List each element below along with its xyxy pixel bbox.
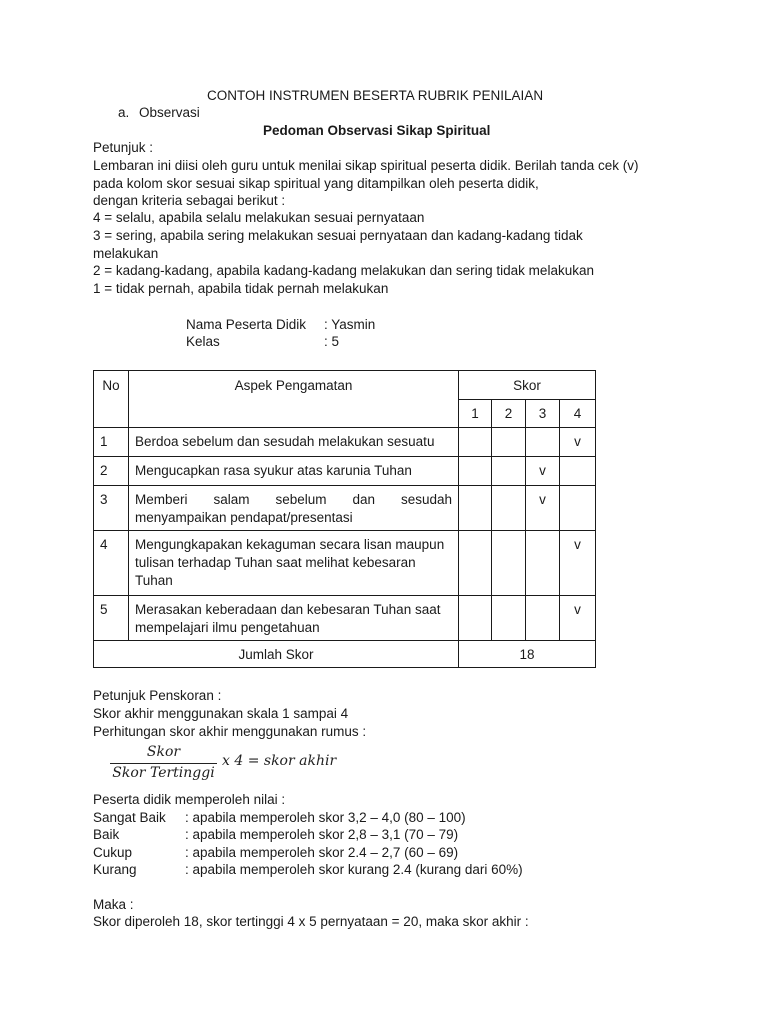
score-mark [560,486,596,531]
grade-row [93,845,458,860]
petunjuk-heading: Petunjuk : [93,140,154,155]
petunjuk-line: Lembaran ini diisi oleh guru untuk menilai sikap spiritual peserta didik. Berilah tanda cek (v) [93,158,639,173]
row-aspect: Merasakan keberadaan dan kebesaran Tuhan saat mempelajari ilmu pengetahuan [129,596,459,641]
row-aspect: Memberi salam sebelum dan sesudah menyampaikan pendapat/presentasi [129,486,459,531]
criteria-3: 3 = sering, apabila sering melakukan sesuai pernyataan dan kadang-kadang tidak [93,228,583,243]
petunjuk-line: pada kolom skor sesuai sikap spiritual yang ditampilkan oleh peserta didik, [93,176,539,191]
table-row [94,596,596,641]
criteria-2: 2 = kadang-kadang, apabila kadang-kadang melakukan dan sering tidak melakukan [93,263,594,278]
score-mark [459,486,492,531]
grade-desc: : apabila memperoleh skor 2,8 – 3,1 (70 – 79) [185,827,459,842]
score-col-4: 4 [560,400,596,428]
section-observasi [118,105,200,120]
score-mark [526,596,560,641]
section-label: Observasi [139,105,200,120]
total-value: 18 [459,641,596,668]
student-name-value: : Yasmin [324,317,376,332]
formula-fraction [110,744,217,781]
header-aspect: Aspek Pengamatan [129,371,459,428]
student-name-label: Nama Peserta Didik [186,317,307,332]
formula-numerator: Skor [146,744,181,760]
grade-desc: : apabila memperoleh skor kurang 2.4 (kurang dari 60%) [185,862,523,877]
row-no: 5 [94,596,129,641]
row-aspect: Mengungkapakan kekaguman secara lisan maupun tulisan terhadap Tuhan saat melihat kebesaran Tuhan [129,531,459,596]
score-mark [459,531,492,596]
score-mark: v [560,531,596,596]
penskoran-line: Perhitungan skor akhir menggunakan rumus : [93,724,367,739]
penskoran-line: Skor akhir menggunakan skala 1 sampai 4 [93,706,349,721]
table-row [94,531,596,596]
score-mark [459,457,492,486]
formula-rhs: x 4 = skor akhir [222,753,337,769]
score-mark [459,428,492,457]
grade-label: Kurang [93,862,137,877]
nilai-heading: Peserta didik memperoleh nilai : [93,792,286,807]
score-mark [459,596,492,641]
grade-row [93,810,466,825]
grade-desc: : apabila memperoleh skor 3,2 – 4,0 (80 – 100) [185,810,466,825]
petunjuk-line: dengan kriteria sebagai berikut : [93,193,286,208]
score-mark: v [526,486,560,531]
row-no: 1 [94,428,129,457]
table-row [94,457,596,486]
table-row [94,486,596,531]
row-no: 2 [94,457,129,486]
score-mark [492,596,526,641]
grade-label: Baik [93,827,120,842]
score-col-2: 2 [492,400,526,428]
student-class-row [186,334,339,349]
row-aspect: Mengucapkan rasa syukur atas karunia Tuhan [129,457,459,486]
row-aspect: Berdoa sebelum dan sesudah melakukan sesuatu [129,428,459,457]
table-header-row [94,371,596,400]
score-mark [492,457,526,486]
student-class-label: Kelas [186,334,220,349]
criteria-3-cont: melakukan [93,246,159,261]
score-mark: v [560,428,596,457]
grade-label: Cukup [93,845,133,860]
criteria-4: 4 = selalu, apabila selalu melakukan sesuai pernyataan [93,210,425,225]
student-class-value: : 5 [324,334,340,349]
subtitle: Pedoman Observasi Sikap Spiritual [263,123,491,138]
grade-label: Sangat Baik [93,810,166,825]
score-mark [492,486,526,531]
section-prefix: a. [118,105,130,120]
score-mark [492,531,526,596]
fraction-bar [110,763,217,764]
total-label: Jumlah Skor [94,641,459,668]
grade-desc: : apabila memperoleh skor 2.4 – 2,7 (60 – 69) [185,845,459,860]
row-no: 4 [94,531,129,596]
score-mark [560,457,596,486]
header-score: Skor [459,371,596,400]
criteria-1: 1 = tidak pernah, apabila tidak pernah melakukan [93,281,389,296]
document-title: CONTOH INSTRUMEN BESERTA RUBRIK PENILAIAN [207,88,544,103]
score-mark [526,428,560,457]
grade-row [93,862,523,877]
table-total-row [94,641,596,668]
student-name-row [186,317,375,332]
maka-line: Skor diperoleh 18, skor tertinggi 4 x 5 pernyataan = 20, maka skor akhir : [93,914,529,929]
score-mark: v [560,596,596,641]
score-col-1: 1 [459,400,492,428]
penskoran-heading: Petunjuk Penskoran : [93,688,222,703]
score-mark [492,428,526,457]
score-mark [526,531,560,596]
grade-row [93,827,458,842]
observation-table [93,370,596,668]
table-row [94,428,596,457]
score-col-3: 3 [526,400,560,428]
header-no: No [94,371,129,428]
formula-denominator: Skor Tertinggi [112,765,215,781]
row-no: 3 [94,486,129,531]
maka-heading: Maka : [93,897,134,912]
score-mark: v [526,457,560,486]
